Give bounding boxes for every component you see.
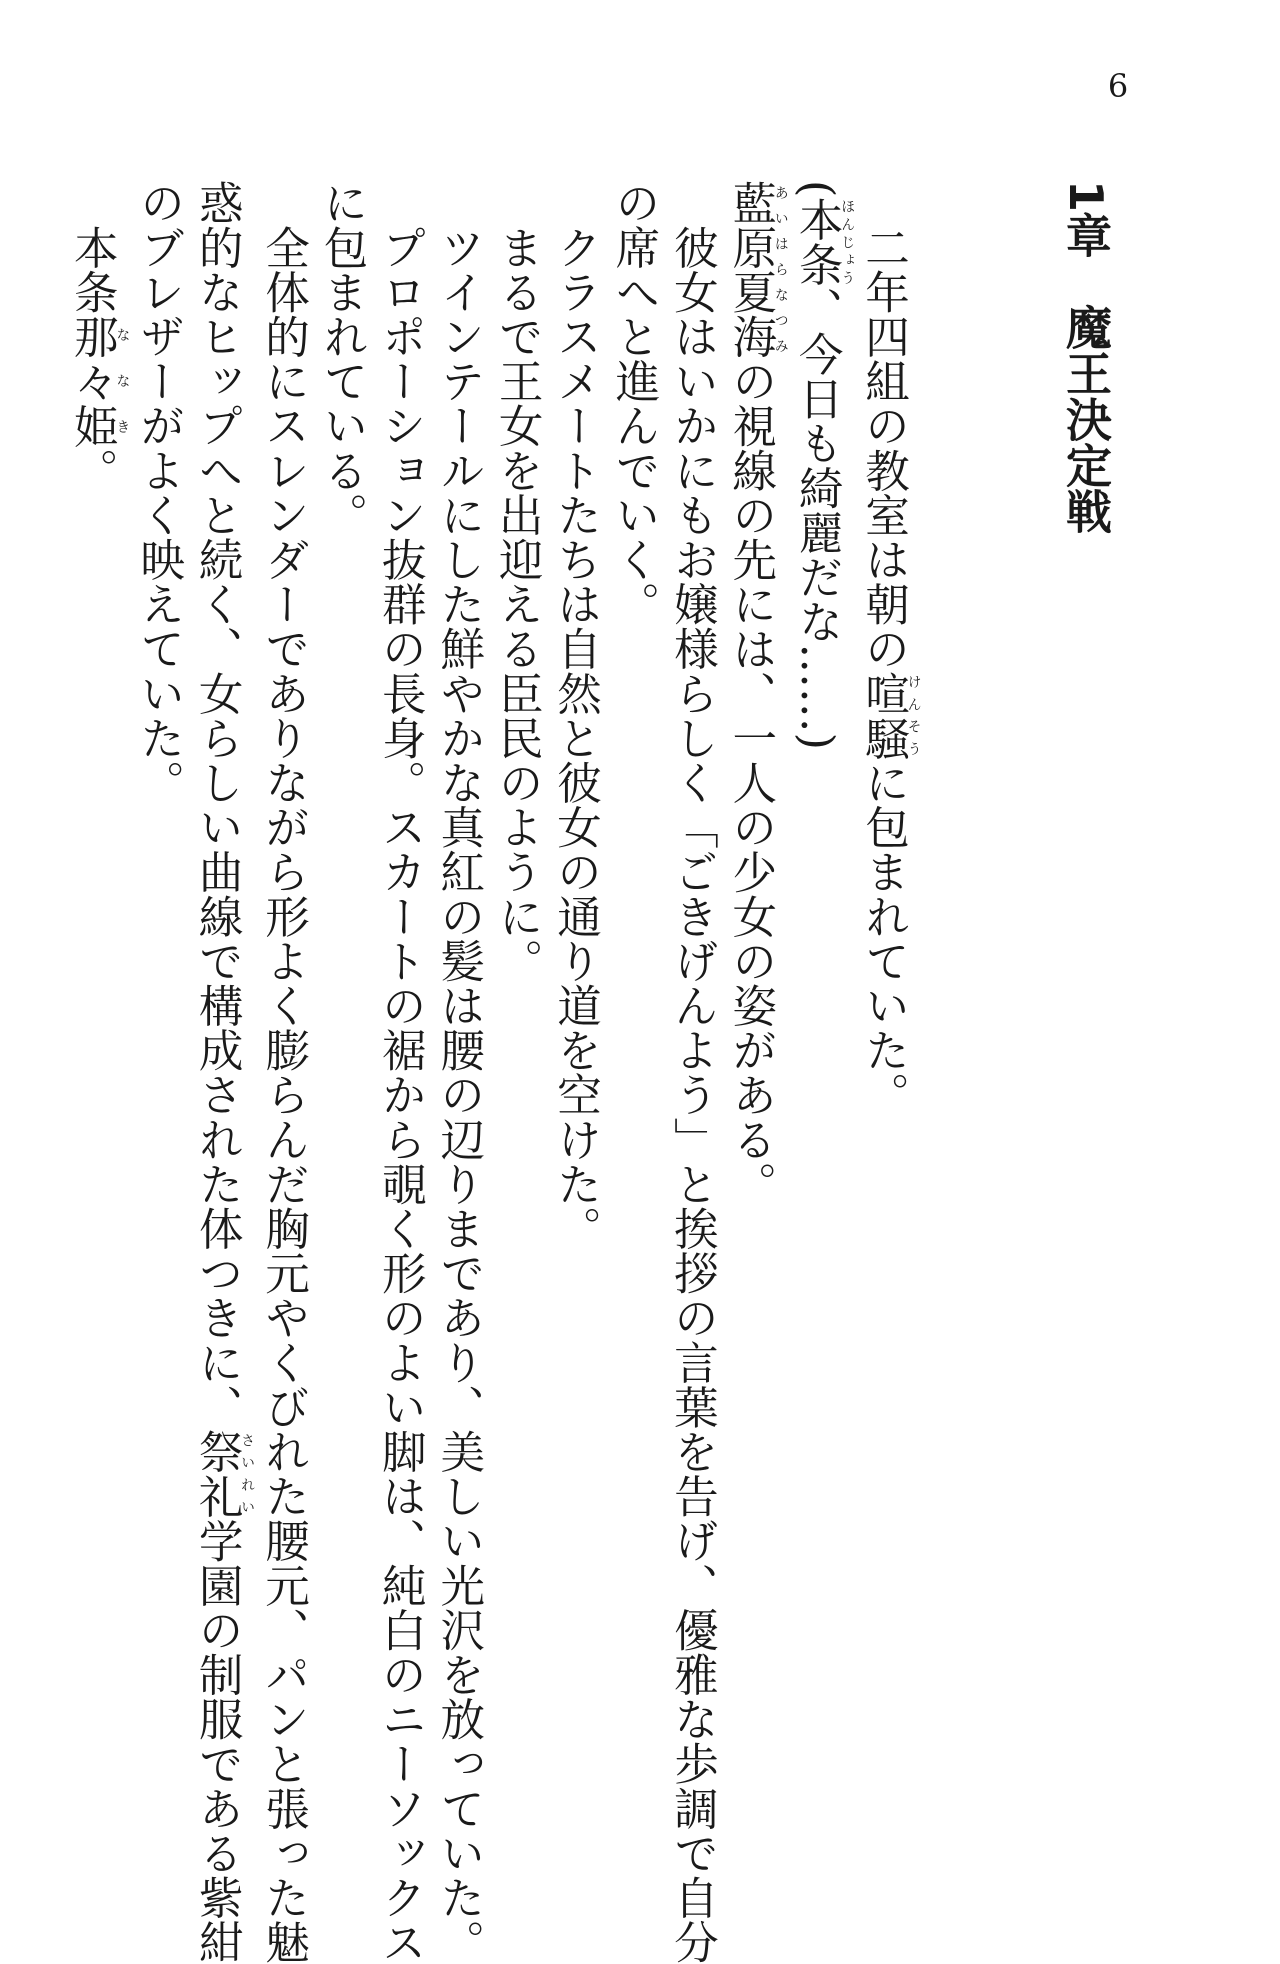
paragraph-text: プロポーション抜群の長身。スカートの裾から覗く形のよい脚は、純白のニーソックス — [374, 224, 427, 1964]
chapter-heading — [1057, 180, 1115, 1620]
body-text — [63, 180, 1115, 1964]
ruby-base: 祭礼 — [191, 1428, 244, 1519]
chapter-gap — [1063, 258, 1109, 304]
paragraph-continuation — [129, 180, 187, 1620]
ruby-base: 藍原夏海 — [724, 180, 777, 359]
ruby — [66, 313, 131, 448]
paragraph-text: の視線の先には、一人の少女の姿がある。 — [724, 358, 777, 1206]
paragraph-text: 、今日も綺麗だな……) — [791, 286, 844, 750]
paragraph-continuation — [605, 180, 663, 1620]
chapter-number: 1章 — [1059, 180, 1113, 259]
ruby-reading: ほんじょう — [839, 197, 856, 287]
ruby-reading: あいはらなつみ — [772, 180, 789, 359]
ruby-reading: けんそう — [905, 670, 922, 760]
paragraph-text: 全体的にスレンダーでありながら形よく膨らんだ胸元やくびれた腰元、パンと張った魅 — [257, 224, 310, 1964]
paragraph — [488, 180, 546, 1620]
paragraph — [429, 180, 487, 1964]
paragraph-text: に包まれていた。 — [857, 759, 910, 1117]
ruby-base: 那々姫 — [66, 313, 119, 448]
paragraph-text: 彼女はいかにもお嬢様らしく「ごきげんよう」と挨拶の言葉を告げ、優雅な歩調で自分 — [666, 224, 719, 1964]
paragraph-text: 二年四組の教室は朝の — [857, 224, 910, 671]
chapter-title: 魔王決定戦 — [1059, 304, 1113, 535]
paragraph-text: ツインテールにした鮮やかな真紅の髪は腰の辺りまであり、美しい光沢を放っていた。 — [432, 224, 485, 1964]
paragraph-text: まるで王女を出迎える臣民のように。 — [491, 224, 544, 983]
paragraph-text: 学園の制服である紫紺 — [191, 1518, 244, 1964]
paragraph — [663, 180, 721, 1964]
ruby — [857, 670, 922, 760]
paragraph — [546, 180, 604, 1620]
paragraph-text: のブレザーがよく映えていた。 — [132, 180, 185, 805]
page-number: 6 — [1107, 67, 1129, 105]
paragraph — [63, 180, 129, 1620]
paragraph — [854, 180, 920, 1620]
paragraph-text: 本条 — [66, 224, 119, 314]
paragraph-text: の席へと進んでいく。 — [607, 180, 660, 626]
paragraph-text: 。 — [66, 447, 119, 493]
paragraph-text: に包まれている。 — [315, 180, 368, 537]
ruby — [791, 197, 856, 287]
ruby-base: 喧騒 — [857, 670, 910, 760]
paragraph-text: クラスメートたちは自然と彼女の通り道を空けた。 — [549, 224, 602, 1251]
ruby-reading: さいれい — [239, 1428, 256, 1518]
ruby — [191, 1428, 256, 1519]
ruby-reading: ななき — [114, 313, 131, 448]
paragraph-continuation — [313, 180, 371, 1620]
paragraph-continuation — [188, 180, 256, 1964]
paragraph-text: 惑的なヒップへと続く、女らしい曲線で構成された体つきに、 — [191, 180, 244, 1429]
paragraph-text: ( — [791, 180, 844, 198]
paragraph — [788, 180, 854, 1620]
paragraph — [721, 180, 787, 1620]
paragraph — [371, 180, 429, 1964]
paragraph — [254, 180, 312, 1964]
ruby-base: 本条 — [791, 197, 844, 287]
ruby — [724, 180, 789, 359]
